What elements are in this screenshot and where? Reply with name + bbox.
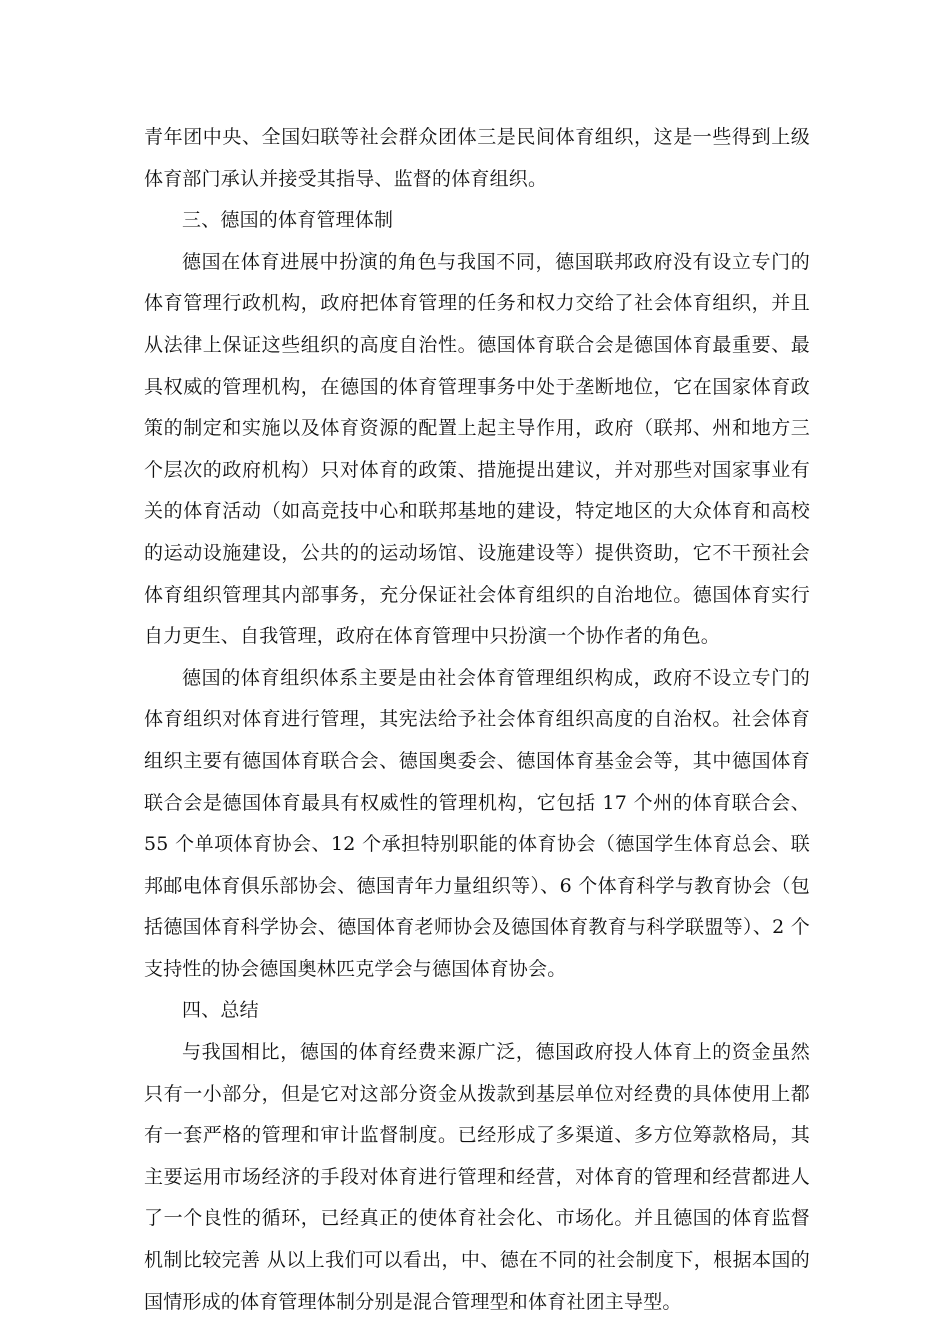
germany-role-paragraph: 德国在体育进展中扮演的角色与我国不同，德国联邦政府没有设立专门的体育管理行政机构，政府把体育管理的任务和权力交给了社会体育组织，并且从法律上保证这些组织的高度自治性。德国体育联合会是德国体育最重要、最具权威的管理机构，在德国的体育管理事务中处于垄断地位，它在国家体育政策的制定和实施以及体育资源的配置上起主导作用，政府（联邦、州和地方三个层次的政府机构）只对体育的政策、措施提出建议，并对那些对国家事业有关的体育活动（如高竞技中心和联邦基地的建设，特定地区的大众体育和高校的运动设施建设，公共的的运动场馆、设施建设等）提供资助，它不干预社会体育组织管理其内部事务，充分保证社会体育组织的自治地位。德国体育实行自力更生、自我管理，政府在体育管理中只扮演一个协作者的角色。 [144, 250, 810, 648]
section-heading-summary: 四、总结 [182, 999, 259, 1022]
intro-continuation-paragraph: 青年团中央、全国妇联等社会群众团体三是民间体育组织，这是一些得到上级体育部门承认并接受其指导、监督的体育组织。 [144, 126, 810, 190]
germany-organizations-paragraph: 德国的体育组织体系主要是由社会体育管理组织构成，政府不设立专门的体育组织对体育进行管理，其宪法给予社会体育组织高度的自治权。社会体育组织主要有德国体育联合会、德国奥委会、德国体育基金会等，其中德国体育联合会是德国体育最具有权威性的管理机构，它包括 17 个州的体育联合会、55 个单项体育协会、12 个承担特别职能的体育协会（德国学生体育总会、联邦邮电体育俱乐部协会、德国青年力量组织等）、6 个体育科学与教育协会（包括德国体育科学协会、德国体育老师协会及德国体育教育与科学联盟等）、2 个支持性的协会德国奥林匹克学会与德国体育协会。 [144, 666, 810, 980]
document-body [144, 117, 810, 1323]
summary-paragraph: 与我国相比，德国的体育经费来源广泛，德国政府投人体育上的资金虽然只有一小部分，但是它对这部分资金从拨款到基层单位对经费的具体使用上都有一套严格的管理和审计监督制度。已经形成了多渠道、多方位筹款格局，其主要运用市场经济的手段对体育进行管理和经营，对体育的管理和经营都进人了一个良性的循环，已经真正的使体育社会化、市场化。并且德国的体育监督机制比较完善 从以上我们可以看出，中、德在不同的社会制度下，根据本国的国情形成的体育管理体制分别是混合管理型和体育社团主导型。 [144, 1041, 810, 1313]
section-heading-germany: 三、德国的体育管理体制 [182, 209, 394, 232]
